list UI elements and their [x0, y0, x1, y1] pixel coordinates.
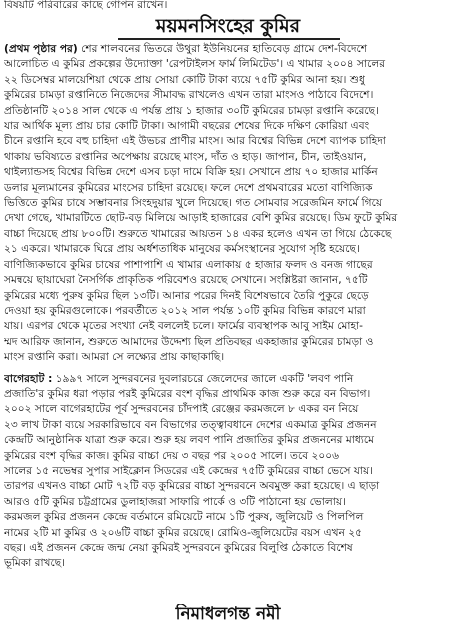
paragraph-line: যার আর্থিক মূল্য প্রায় চার কোটি টাকা। আগামী বছরের শেষের দিকে দক্ষিণ কোরিয়া এবং — [4, 120, 370, 133]
headline-underline — [118, 38, 340, 40]
paragraph-text: শের শালবনের ভিতরে উথুরা ইউনিয়নের হাতিবেড় গ্রামে দেশ-বিদেশে — [77, 43, 368, 55]
previous-article-text: বিষয়টি পরিবারের কাছে গোপন রাখেন। — [4, 0, 168, 11]
paragraph-line: বাণিজ্যিকভাবে কুমির চাষের পাশাপাশি এ খামার এলাকায় ৫ হাজার ফলদ ও বনজ গাছের — [4, 258, 373, 271]
paragraph-line: কুমিরের মধ্যে পুরুষ কুমির ছিল ১৩টি। আনার পরের দিনই বিশেষভাবে তৈরি পুকুরে ছেড়ে — [4, 289, 369, 302]
paragraph-line: কুমিরের চামড়া রপ্তানিতে নিজেদের সীমাবদ্ধ রাখলেও এখন তারা মাংসও পাঠাবে বিদেশে। — [4, 89, 374, 102]
paragraph-line: যায়। এরপর থেকে মৃতের সংখ্যা নেই বললেই চলে। ফার্মের ব্যবস্থাপক আবু সাইম মোহা- — [4, 320, 363, 333]
paragraph-line: ২২ ডিসেম্বর মালয়েশিয়া থেকে প্রায় সোয়া কোটি টাকা ব্যয়ে ৭৫টি কুমির আনা হয়। শুধু — [4, 73, 365, 86]
paragraph-line: ভূমিকা রাখছে। — [4, 557, 65, 570]
paragraph-line: ২১ একরে। খামারকে ঘিরে প্রায় অর্ধশতাধিক মানুষের কর্মসংস্থানের সুযোগ সৃষ্টি হয়েছে। — [4, 243, 360, 256]
article-headline: ময়মনসিংহের কুমির — [155, 15, 301, 37]
paragraph-line: প্রজাতি'র কুমির ধরা পড়ার পরই কুমিরের বংশ বৃদ্ধির প্রাথমিক কাজ শুরু করে বন বিভাগ। — [4, 387, 371, 400]
paragraph-line: নামের ২টি মা কুমির ও ২০৬টি বাচ্চা কুমির রয়েছে। রোমিও-জুলিয়েটের বয়স এখন ২৫ — [4, 526, 363, 539]
paragraph-line — [4, 42, 452, 57]
paragraph-line: ২০০২ সালে বাগেরহাটের পূর্ব সুন্দরবনের চাঁদপাই রেঞ্জের করমজলে ৮ একর বন নিয়ে — [4, 403, 359, 416]
paragraph-line: সালের ১৫ নভেম্বর সুপার সাইক্লোন সিডরের এই কেন্দ্রের ৭৫টি কুমিরের বাচ্চা ভেসে যায়। — [4, 464, 374, 477]
paragraph-line: দেওয়া হয় কুমিরগুলোকে। পরবর্তীতে ২০১২ সাল পর্যন্ত ১০টি কুমির বিভিন্ন কারণে মারা — [4, 304, 366, 317]
paragraph-line: ভিত্তিতে কুমির চাষে সম্ভাবনার সিংহদুয়ার খুলে দিয়েছে। গত সোমবার সরেজমিন ফার্মে গিয়ে — [4, 197, 383, 210]
paragraph-line: মাংস রপ্তানি করা। আমরা সে লক্ষ্যের প্রায় কাছাকাছি। — [4, 351, 225, 364]
paragraph-line: ডলার মূল্যমানের কুমিরের মাংসের চাহিদা রয়েছে। ফলে দেশে প্রথমবারের মতো বাণিজ্যিক — [4, 181, 373, 194]
paragraph-line: থাইল্যান্ডসহ বিশ্বের বিভিন্ন দেশে এসব চড়া দামে বিক্রি হয়। সেখানে প্রায় ৭০ হাজার মার্কিন — [4, 166, 378, 179]
paragraph-line: তারপর এখনও বাচ্চা মোট ৭২টি বড় কুমিরের বাচ্চা সুন্দরবনে অবমুক্ত করা হয়েছে। এ ছাড়া — [4, 480, 380, 493]
next-article-headline-fragment: নিমাধলগন্ত নমী — [175, 604, 281, 621]
previous-article-fragment — [4, 0, 452, 12]
article-body — [4, 42, 452, 572]
lead-tag: (প্রথম পৃষ্ঠার পর) — [4, 43, 78, 55]
paragraph-line: করমজল কুমির প্রজনন কেন্দ্রে বর্তমানে রমিয়েটে নামে ১টি পুরুষ, জুলিয়েট ও পিলপিল — [4, 511, 364, 524]
paragraph-line — [4, 372, 452, 387]
paragraph-line: কুমিরের বংশ বৃদ্ধির কাজ। কুমির বাচ্চা দেয় ৩ বছর পর ২০০৫ সালে। তবে ২০০৬ — [4, 449, 340, 462]
paragraph-line: ম্মদ আরিফ জানান, শুরুতে আমাদের উদ্দেশ্য ছিল প্রতিবছর একহাজার কুমিরের চামড়া ও — [4, 335, 374, 348]
paragraph-line: দেখা গেছে, খামারটিতে ছোট-বড় মিলিয়ে আড়াই হাজারের বেশি কুমির রয়েছে। ডিম ফুটে কুমির — [4, 212, 398, 225]
paragraph-line: আলোচিত এ কুমির প্রকল্পের উদ্যোক্তা 'রেপটাইলস ফার্ম লিমিটেড'। এ খামার ২০০৪ সালের — [4, 58, 386, 71]
paragraph-line: ২৩ লাখ টাকা ব্যয়ে সরকারিভাবে বন বিভাগের তত্ত্বাবধানে দেশের একমাত্র কুমির প্রজনন — [4, 418, 377, 431]
paragraph-line: কেন্দ্রটি আনুষ্ঠানিক যাত্রা শুরু করে। শুরু হয় লবণ পানি প্রজাতির কুমির প্রজননের মাধ্যমে — [4, 434, 374, 447]
paragraph-text: ১৯৯৭ সালে সুন্দরবনের দুবলারচরে জেলেদের জালে একটি 'লবণ পানি — [52, 372, 354, 385]
paragraph-line: থাকায় ভবিষ্যতে রপ্তানির অপেক্ষায় রয়েছে মাংস, দাঁত ও হাড়। জাপান, চীন, তাইওয়ান, — [4, 150, 367, 163]
paragraph-line: প্রতিষ্ঠানটি ২০১৪ সাল থেকে এ পর্যন্ত প্রায় ১ হাজার ৩০টি কুমিরের চামড়া রপ্তানি করেছে। — [4, 104, 379, 117]
paragraph-line: আরও ৫টি কুমির চট্টগ্রামের ডুলাহাজরা সাফারি পার্কে ও ৩টি পাঠানো হয় ভোলায়। — [4, 495, 346, 508]
paragraph-line: বাচ্চা দিয়েছে প্রায় ৮০০টি। শুরুতে খামারের আয়তন ১৪ একর হলেও এখন তা গিয়ে ঠেকেছে — [4, 227, 392, 240]
paragraph-line: বছর। এই প্রজনন কেন্দ্রে জন্ম নেয়া কুমিরই সুন্দরবনে কুমিরের বিলুপ্তি ঠেকাতে বিশেষ — [4, 542, 353, 554]
paragraph-line: চীনে রপ্তানি হবে বহু চাহিদা এই উভচর প্রাণীর মাংস। আর বিশ্বের বিভিন্ন দেশে ব্যাপক চাহিদা — [4, 135, 386, 148]
paragraph-line: সমন্বয়ে ছায়াঘেরা নৈসর্গিক প্রাকৃতিক পরিবেশও রয়েছে সেখানে। সংশ্লিষ্টরা জানান, ৭৫টি — [4, 274, 368, 287]
section-tag: বাগেরহাট : — [4, 372, 53, 385]
